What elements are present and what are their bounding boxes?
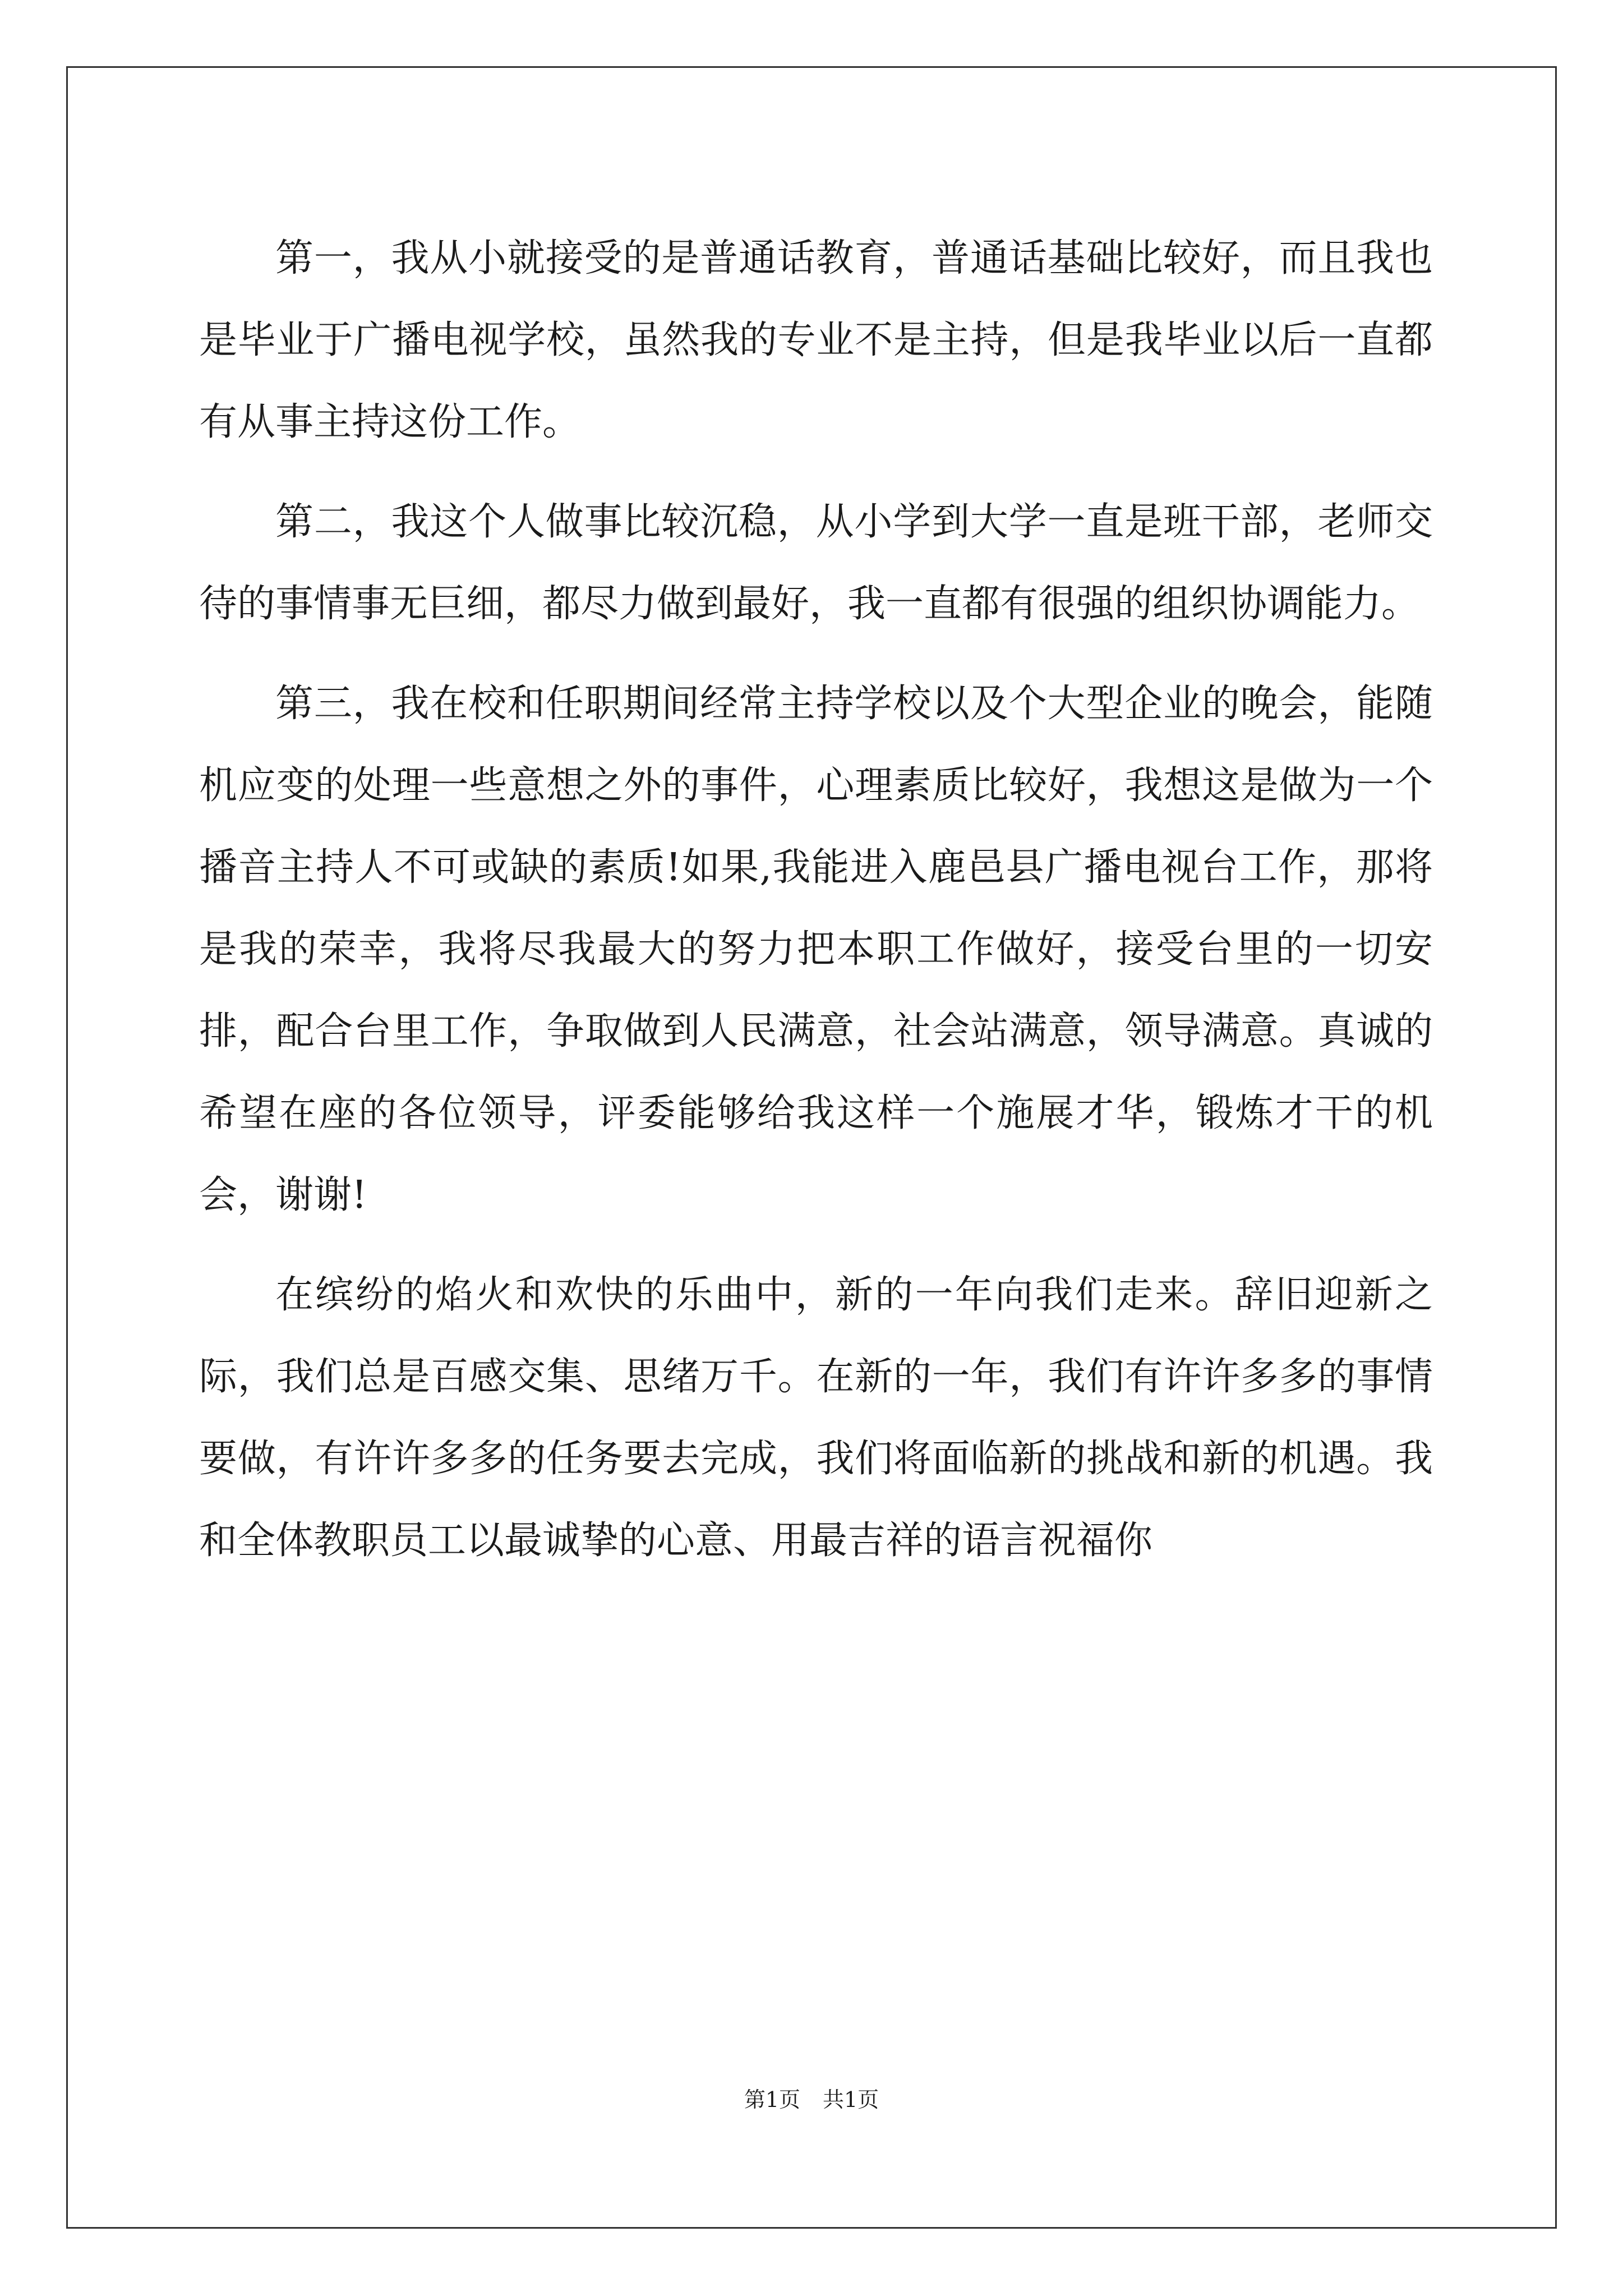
page-total: 共1页	[823, 2087, 879, 2112]
page-footer	[0, 2082, 1623, 2113]
page-number: 第1页	[744, 2087, 800, 2112]
paragraph-4: 在缤纷的焰火和欢快的乐曲中，新的一年向我们走来。辞旧迎新之际，我们总是百感交集、思绪万千。在新的一年，我们有许许多多的事情要做，有许许多多的任务要去完成，我们将面临新的挑战和新的机遇。我和全体教职员工以最诚挚的心意、用最吉祥的语言祝福你	[199, 1273, 1433, 1563]
paragraph-1: 第一，我从小就接受的是普通话教育，普通话基础比较好，而且我也是毕业于广播电视学校，虽然我的专业不是主持，但是我毕业以后一直都有从事主持这份工作。	[199, 236, 1433, 444]
paragraph-3: 第三，我在校和任职期间经常主持学校以及个大型企业的晚会，能随机应变的处理一些意想之外的事件，心理素质比较好，我想这是做为一个播音主持人不可或缺的素质!如果,我能进入鹿邑县广播电视台工作，那将是我的荣幸，我将尽我最大的努力把本职工作做好，接受台里的一切安排，配合台里工作，争取做到人民满意，社会站满意，领导满意。真诚的希望在座的各位领导，评委能够给我这样一个施展才华，锻炼才干的机会，谢谢!	[199, 682, 1433, 1217]
document-body	[199, 218, 1433, 1600]
paragraph-2: 第二，我这个人做事比较沉稳，从小学到大学一直是班干部，老师交待的事情事无巨细，都尽力做到最好，我一直都有很强的组织协调能力。	[199, 500, 1433, 626]
